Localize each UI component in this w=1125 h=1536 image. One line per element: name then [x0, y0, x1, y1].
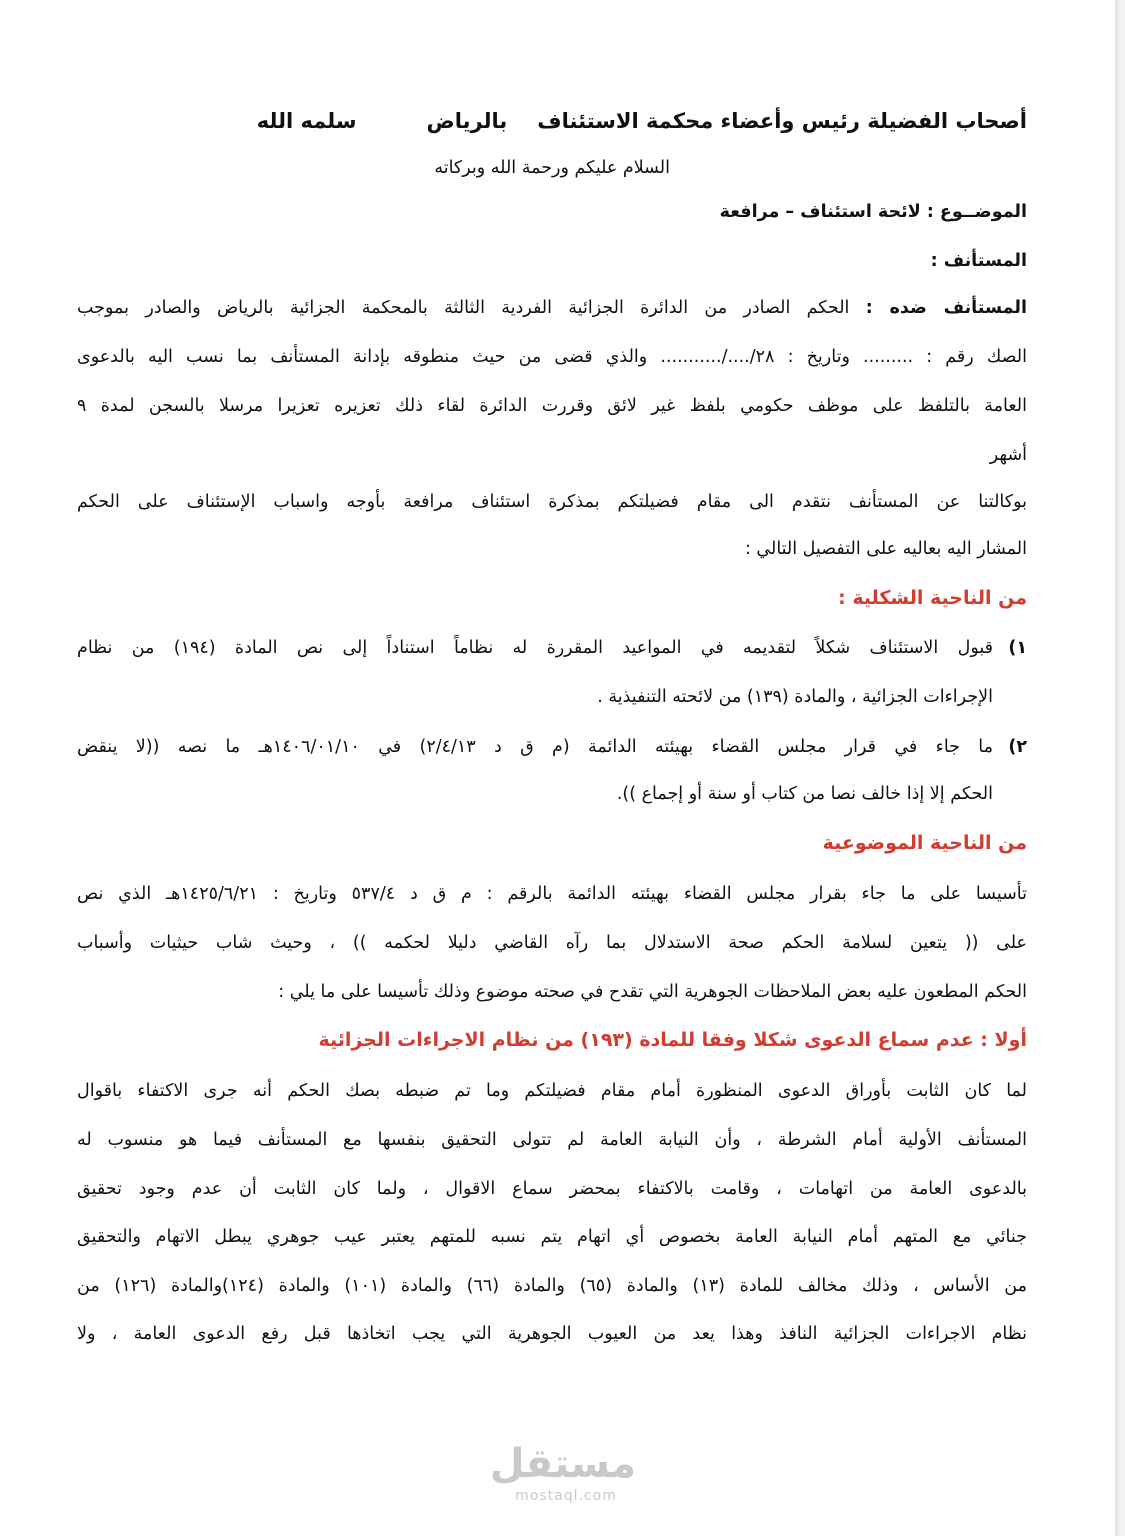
list-text: قبول الاستئناف شكلاً لتقديمه في المواعيد المقررة له نظاماً استناداً إلى نص المادة (١٩٤) من نظام	[77, 638, 993, 658]
list-item	[77, 733, 1027, 763]
paragraph-line: بوكالتنا عن المستأنف نتقدم الى مقام فضيلتكم بمذكرة استئناف مرافعة بأوجه واسباب الإستئناف على الحكم	[77, 492, 1027, 512]
list-number: ١)	[1008, 638, 1027, 658]
list-item-continuation: الحكم إلا إذا خالف نصا من كتاب أو سنة أو إجماع )).	[616, 784, 993, 804]
appellant-label: المستأنف :	[930, 251, 1027, 271]
watermark-logo	[489, 1440, 636, 1504]
paragraph-line: الحكم المطعون عليه بعض الملاحظات الجوهرية التي تقدح في صحته موضوع وذلك تأسيسا على ما يلي :	[278, 982, 1027, 1002]
paragraph-line: نظام الاجراءات الجزائية النافذ وهذا يعد من العيوب الجوهرية التي يجب اتخاذها قبل رفع الدعوى العامة ، ولا	[77, 1324, 1027, 1344]
subject-line	[77, 198, 1027, 228]
paragraph-line: الصك رقم : ......... وتاريخ : ٢٨/..../........... والذي قضى من حيث منطوقه بإدانة المستأنف بما نسب اليه بالدعوى	[77, 347, 1027, 367]
list-number: ٢)	[1008, 737, 1027, 757]
paragraph-line: المشار اليه بعاليه على التفصيل التالي :	[744, 539, 1027, 559]
header-title: أصحاب الفضيلة رئيس وأعضاء محكمة الاستئناف	[537, 109, 1027, 133]
paragraph-line: جنائي مع المتهم أمام النيابة العامة بخصوص أي اتهام يتم نسبه للمتهم يعتبر عيب جوهري يبطل الاتهام والتحقيق	[77, 1227, 1027, 1247]
paragraph-line: المستأنف الأولية أمام الشرطة ، وأن النيابة العامة لم تتولى التحقيق بنفسها مع المستأنف فيما هو منسوب له	[77, 1130, 1027, 1150]
paragraph-line: العامة بالتلفظ على موظف حكومي بلفظ غير لائق وقررت الدائرة لقاء ذلك تعزيره تعزيرا مرسلا بالسجن لمدة ٩	[77, 396, 1027, 416]
list-text: ما جاء في قرار مجلس القضاء بهيئته الدائمة (م ق د ٢/٤/١٣) في ١٤٠٦/٠١/١٠هـ ما نصه ((لا ينقض	[77, 737, 993, 757]
subject-label: الموضــوع :	[926, 202, 1027, 222]
respondent-line	[77, 294, 1027, 324]
paragraph-line: لما كان الثابت بأوراق الدعوى المنظورة أمام مقام فضيلتكم وما تم ضبطه بصك الحكم أنه جرى الاكتفاء باقوال	[77, 1081, 1027, 1101]
first-point-heading: أولا : عدم سماع الدعوى شكلا وفقا للمادة (١٩٣) من نظام الاجراءات الجزائية	[318, 1029, 1027, 1051]
respondent-text: الحكم الصادر من الدائرة الجزائية الفردية الثالثة بالمحكمة الجزائية بالرياض والصادر بموجب	[77, 298, 850, 318]
respondent-label: المستأنف ضده :	[865, 298, 1027, 318]
paragraph-line: بالدعوى العامة من اتهامات ، وقامت بالاكتفاء بمحضر سماع الاقوال ، ولما كان الثابت أن عدم وجود تحقيق	[77, 1179, 1027, 1199]
paragraph-line: من الأساس ، وذلك مخالف للمادة (١٣) والمادة (٦٥) والمادة (٦٦) والمادة (١٠١) والمادة (١٢٤)والمادة (١٢٦) من	[77, 1276, 1027, 1296]
paragraph-line: على (( يتعين لسلامة الحكم صحة الاستدلال بما رآه القاضي دليلا لحكمه )) ، وحيث شاب حيثيات وأسباب	[77, 933, 1027, 953]
paragraph-line: أشهر	[989, 445, 1027, 465]
header-blessing: سلمه الله	[256, 109, 357, 133]
list-item	[77, 634, 1027, 664]
greeting: السلام عليكم ورحمة الله وبركاته	[434, 158, 670, 178]
watermark-arabic: مستقل	[489, 1441, 636, 1487]
paragraph-line: تأسيسا على ما جاء بقرار مجلس القضاء بهيئته الدائمة بالرقم : م ق د ٥٣٧/٤ وتاريخ : ١٤٢٥/٦/٢١هـ الذي نص	[77, 884, 1027, 904]
subject-value: لائحة استئناف – مرافعة	[719, 202, 921, 222]
formal-heading: من الناحية الشكلية :	[838, 587, 1027, 609]
header-line	[77, 104, 1027, 138]
substantive-heading: من الناحية الموضوعية	[822, 832, 1027, 854]
list-item-continuation: الإجراءات الجزائية ، والمادة (١٣٩) من لائحته التنفيذية .	[597, 687, 993, 707]
watermark-latin: mostaql.com	[515, 1488, 617, 1504]
header-city: بالرياض	[426, 109, 508, 133]
